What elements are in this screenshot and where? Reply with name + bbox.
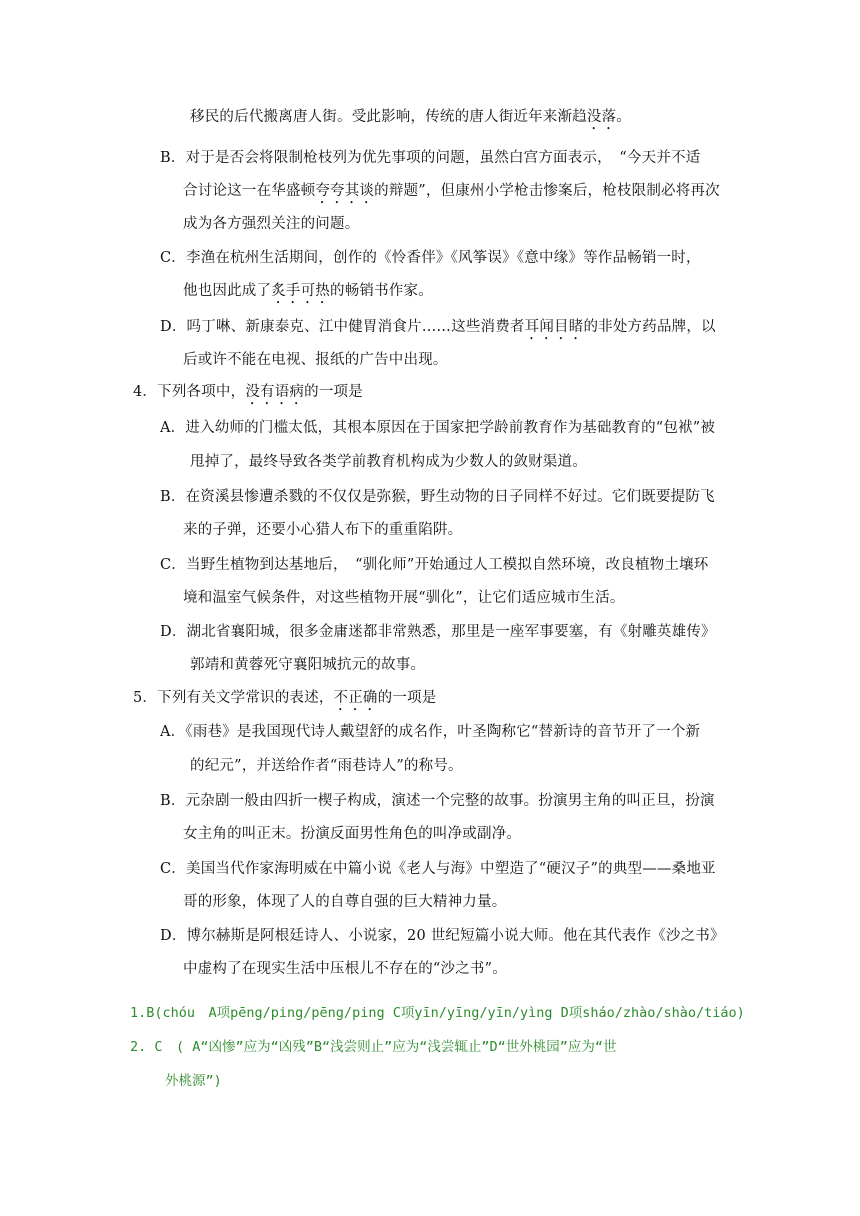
q3-option-d-line1: D．吗丁啉、新康泰克、江中健胃消食片……这些消费者耳闻目睹的非处方药品牌，以 <box>160 319 716 335</box>
q4-option-d-line2: 郭靖和黄蓉死守襄阳城抗元的故事。 <box>190 657 426 673</box>
q4-option-c-line1: C．当野生植物到达基地后， “驯化师”开始通过人工模拟自然环境，改良植物土壤环 <box>160 557 709 573</box>
q5-option-d-line2: 中虚构了在现实生活中压根儿不存在的“沙之书”。 <box>183 961 507 977</box>
q5-option-b-line1: B．元杂剧一般由四折一楔子构成，演述一个完整的故事。扮演男主角的叫正旦，扮演 <box>160 793 715 809</box>
q5-option-b-line2: 女主角的叫正末。扮演反面男性角色的叫净或副净。 <box>183 826 522 842</box>
answer-1: 1.B(chóu A项pēng/ping/pēng/ping C项yīn/yīng/yīn/yìng D项sháo/zhào/shào/tiáo) <box>130 1005 745 1021</box>
q4-option-d-line1: D．湖北省襄阳城，很多金庸迷都非常熟悉，那里是一座军事要塞，有《射雕英雄传》 <box>160 624 716 640</box>
q3-option-b-line2: 合讨论这一在华盛顿夸夸其谈的辩题”，但康州小学枪击惨案后，枪枝限制必将再次 <box>183 183 720 199</box>
answer-2-line1: 2. C ( A“凶惨”应为“凶残”B“浅尝则止”应为“浅尝辄止”D“世外桃园”应为“世 <box>130 1039 617 1055</box>
answer-2-line2: 外桃源”) <box>165 1073 222 1089</box>
q4-option-a-line1: A．进入幼师的门槛太低，其根本原因在于国家把学龄前教育作为基础教育的“包袱”被 <box>160 420 716 436</box>
q5-option-c-line1: C．美国当代作家海明威在中篇小说《老人与海》中塑造了“硬汉子”的典型——桑地亚 <box>160 861 716 877</box>
q3-option-b-line3: 成为各方强烈关注的问题。 <box>183 216 360 232</box>
q5-option-a-line2: 的纪元”，并送给作者“雨巷诗人”的称号。 <box>190 758 463 774</box>
q4-stem: 4．下列各项中，没有语病的一项是 <box>133 384 363 400</box>
q5-option-a-line1: A．《雨巷》是我国现代诗人戴望舒的成名作，叶圣陶称它“替新诗的音节开了一个新 <box>160 724 701 740</box>
q4-option-c-line2: 境和温室气候条件，对这些植物开展“驯化”，让它们适应城市生活。 <box>183 590 625 606</box>
q5-stem: 5．下列有关文学常识的表述，不正确的一项是 <box>133 690 437 706</box>
q4-option-a-line2: 甩掉了，最终导致各类学前教育机构成为少数人的敛财渠道。 <box>190 454 587 470</box>
q4-option-b-line1: B．在资溪县惨遭杀戮的不仅仅是弥猴，野生动物的日子同样不好过。它们既要提防飞 <box>160 489 715 505</box>
q5-option-d-line1: D．博尔赫斯是阿根廷诗人、小说家，20 世纪短篇小说大师。他在其代表作《沙之书》 <box>160 928 725 944</box>
q3-option-c-line2: 他也因此成了炙手可热的畅销书作家。 <box>183 283 433 299</box>
q4-option-b-line2: 来的子弹，还要小心猎人布下的重重陷阱。 <box>183 522 463 538</box>
q3-option-b-line1: B．对于是否会将限制枪枝列为优先事项的问题，虽然白宫方面表示， “今天并不适 <box>160 150 701 166</box>
q3-option-a-tail: 移民的后代搬离唐人街。受此影响，传统的唐人街近年来渐趋没落。 <box>190 109 632 125</box>
q3-option-d-line2: 后或许不能在电视、报纸的广告中出现。 <box>183 352 448 368</box>
q3-option-c-line1: C．李渔在杭州生活期间，创作的《怜香伴》《风筝误》《意中缘》等作品畅销一时， <box>160 250 701 266</box>
q5-option-c-line2: 哥的形象，体现了人的自尊自强的巨大精神力量。 <box>183 894 507 910</box>
